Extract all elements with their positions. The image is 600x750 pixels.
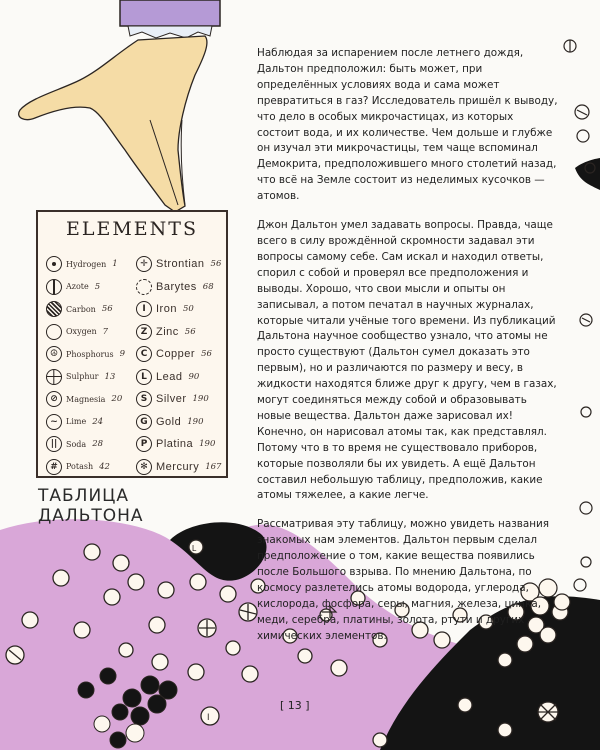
element-name: Strontian xyxy=(156,258,205,270)
element-symbol-icon xyxy=(46,369,62,385)
element-row xyxy=(46,365,115,389)
element-row xyxy=(136,410,203,434)
svg-text:L: L xyxy=(192,544,197,553)
element-weight: 56 xyxy=(210,259,222,269)
page-number: [ 13 ] xyxy=(280,699,310,712)
element-name: Gold xyxy=(156,415,182,428)
element-row xyxy=(136,320,196,344)
element-row xyxy=(46,432,103,456)
element-weight: 20 xyxy=(111,394,123,404)
elements-table xyxy=(36,210,228,478)
element-name: Soda xyxy=(66,439,87,449)
element-row xyxy=(46,342,125,366)
element-symbol-icon xyxy=(46,256,62,272)
element-weight: 42 xyxy=(99,461,110,472)
element-weight: 7 xyxy=(102,326,109,337)
element-name: Oxygen xyxy=(66,327,97,336)
element-symbol-icon: P xyxy=(136,436,152,452)
element-row xyxy=(46,410,103,434)
element-name: Phosphorus xyxy=(66,349,114,359)
article-text xyxy=(257,46,559,658)
element-row xyxy=(46,252,118,276)
element-symbol-icon: ☮ xyxy=(46,346,62,362)
element-row xyxy=(46,387,122,411)
element-row xyxy=(136,455,221,479)
element-weight: 56 xyxy=(101,304,113,314)
element-row xyxy=(136,432,215,456)
element-row xyxy=(136,297,194,321)
element-name: Lead xyxy=(156,370,183,383)
element-name: Copper xyxy=(156,348,196,360)
element-weight: 167 xyxy=(205,461,222,472)
element-weight: 56 xyxy=(201,349,212,359)
element-weight: 190 xyxy=(187,416,204,427)
element-symbol-icon xyxy=(46,279,62,295)
margin-atoms xyxy=(564,40,595,591)
element-weight: 5 xyxy=(94,281,101,292)
element-row xyxy=(136,365,199,389)
paragraph-1: Наблюдая за испарением после летнего дождя, Дальтон предположил: быть может, при определённых условиях вода и сама может превратиться в газ? Исследователь пришёл к выводу, что дело в особых микрочастицах, из которых состоит вода, и их количестве. Чем дольше и глубже он изучал эти микрочастицы, тем чаще вспоминал Демокрита, предположившего много столетий назад, что всё на Земле состоит из неделимых кусочков — атомов. xyxy=(257,47,558,203)
element-symbol-icon: I xyxy=(136,301,152,317)
element-weight: 190 xyxy=(192,394,209,404)
caption: ТАБЛИЦА ДАЛЬТОНА xyxy=(38,486,144,526)
element-name: Mercury xyxy=(156,460,200,473)
element-weight: 1 xyxy=(112,259,118,269)
paragraph-3: Рассматривая эту таблицу, можно увидеть названия знакомых нам элементов. Дальтон первым сделал предположение о том, какие вещества появились после Большого взрыва. По мнению Дальтона, по космосу разлетелись атомы водорода, углерода, кислорода, фосфора, серы, магния, железа, цинка, меди, серебра, платины, золота, ртути и других химических элементов. xyxy=(257,518,550,642)
element-symbol-icon: S xyxy=(136,391,152,407)
element-weight: 56 xyxy=(184,326,196,337)
element-name: Potash xyxy=(66,462,94,471)
element-row xyxy=(46,275,100,299)
element-name: Zinc xyxy=(156,325,179,338)
element-weight: 9 xyxy=(119,349,126,359)
element-weight: 50 xyxy=(182,304,194,314)
element-name: Sulphur xyxy=(66,372,99,381)
element-weight: 90 xyxy=(188,371,200,382)
element-name: Barytes xyxy=(156,280,197,293)
element-row xyxy=(46,320,108,344)
element-row xyxy=(136,275,214,299)
element-row xyxy=(136,342,212,366)
element-symbol-icon: ~ xyxy=(46,414,62,430)
element-row xyxy=(46,455,110,479)
element-name: Silver xyxy=(156,393,187,405)
element-symbol-icon: C xyxy=(136,346,152,362)
element-name: Iron xyxy=(156,303,177,315)
element-name: Platina xyxy=(156,438,194,450)
paragraph-2: Джон Дальтон умел задавать вопросы. Правда, чаще всего в силу врождённой скромности задавал эти вопросы самому себе. Сам искал и находил ответы, спорил с собой и проверял все предположения и выводы. Хорошо, что свои мысли и опыты он записывал, а потом печатал в научных журналах, которые читали учёные того времени. Из публикаций Дальтона научное сообщество узнало, что атомы не просто существуют (Дальтон сумел доказать это первым), но и различаются по размеру и весу, в жидкости находятся ближе друг к другу, чем в газах, могут соединяться между собой и образовывать новые вещества. Дальтон даже зарисовал их! Конечно, он нарисовал атомы так, как представлял. Потому что в то время не существовало приборов, которые позволяли бы их увидеть. А ещё Дальтон составил небольшую таблицу, предположив, какие атомы тяжелее, а какие легче. xyxy=(257,219,557,502)
elements-heading: ELEMENTS xyxy=(66,218,198,240)
sleeve xyxy=(120,0,220,26)
element-row xyxy=(136,387,209,411)
element-row xyxy=(46,297,113,321)
element-name: Lime xyxy=(66,417,87,426)
element-symbol-icon: ✛ xyxy=(136,256,152,272)
element-symbol-icon: L xyxy=(136,369,152,385)
element-symbol-icon: # xyxy=(46,459,62,475)
element-weight: 24 xyxy=(92,416,104,427)
element-weight: 28 xyxy=(92,439,104,449)
element-symbol-icon xyxy=(46,301,62,317)
element-weight: 68 xyxy=(202,281,214,292)
svg-text:I: I xyxy=(207,712,210,722)
element-name: Hydrogen xyxy=(66,259,107,269)
black-drip xyxy=(575,158,600,190)
element-symbol-icon: ⊘ xyxy=(46,391,62,407)
element-weight: 13 xyxy=(104,371,116,382)
element-symbol-icon xyxy=(136,279,152,295)
element-row xyxy=(136,252,221,276)
hand xyxy=(19,36,207,212)
element-weight: 190 xyxy=(199,439,216,449)
element-symbol-icon: || xyxy=(46,436,62,452)
element-symbol-icon: ✻ xyxy=(136,459,152,475)
element-symbol-icon xyxy=(46,324,62,340)
element-name: Azote xyxy=(66,282,89,291)
element-symbol-icon: Z xyxy=(136,324,152,340)
element-symbol-icon: G xyxy=(136,414,152,430)
element-name: Carbon xyxy=(66,304,96,314)
element-name: Magnesia xyxy=(66,394,106,404)
